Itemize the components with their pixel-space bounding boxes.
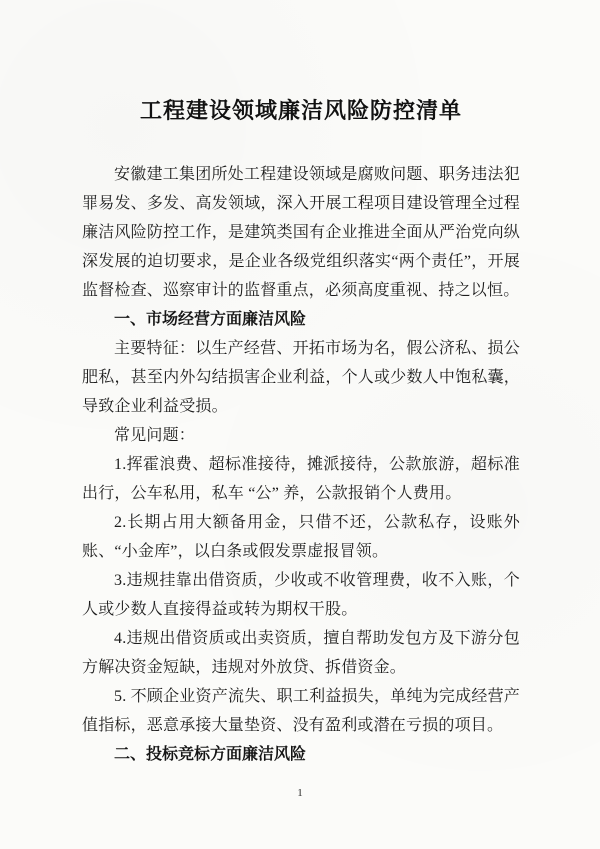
intro-paragraph: 安徽建工集团所处工程建设领域是腐败问题、职务违法犯罪易发、多发、高发领域，深入开展工程项目建设管理全过程廉洁风险防控工作，是建筑类国有企业推进全面从严治党向纵深发展的迫切要求，是企业各级党组织落实“两个责任”，开展监督检查、巡察审计的监督重点，必须高度重视、持之以恒。 bbox=[82, 166, 520, 299]
page-number: 1 bbox=[297, 787, 303, 799]
problem-item-2: 2.长期占用大额备用金，只借不还，公款私存，设账外账、“小金库”，以白条或假发票虚报冒领。 bbox=[82, 514, 520, 560]
problem-item-5: 5. 不顾企业资产流失、职工利益损失，单纯为完成经营产值指标，恶意承接大量垫资、没有盈利或潜在亏损的项目。 bbox=[82, 688, 520, 734]
problem-item-3: 3.违规挂靠出借资质，少收或不收管理费，收不入账，个人或少数人直接得益或转为期权干股。 bbox=[82, 572, 520, 618]
section-1-heading: 一、市场经营方面廉洁风险 bbox=[114, 311, 307, 328]
problem-item-4: 4.违规出借资质或出卖资质，擅自帮助发包方及下游分包方解决资金短缺，违规对外放贷、拆借资金。 bbox=[82, 630, 520, 676]
common-problems-label: 常见问题： bbox=[114, 427, 196, 444]
document-title: 工程建设领域廉洁风险防控清单 bbox=[139, 98, 462, 123]
section-2-heading: 二、投标竞标方面廉洁风险 bbox=[114, 746, 307, 763]
section-1-features-paragraph: 主要特征：以生产经营、开拓市场为名，假公济私、损公肥私，甚至内外勾结损害企业利益，个人或少数人中饱私囊，导致企业利益受损。 bbox=[82, 340, 520, 415]
problem-item-1: 1.挥霍浪费、超标准接待，摊派接待，公款旅游，超标准出行，公车私用，私车 “公” 养，公款报销个人费用。 bbox=[82, 456, 520, 502]
